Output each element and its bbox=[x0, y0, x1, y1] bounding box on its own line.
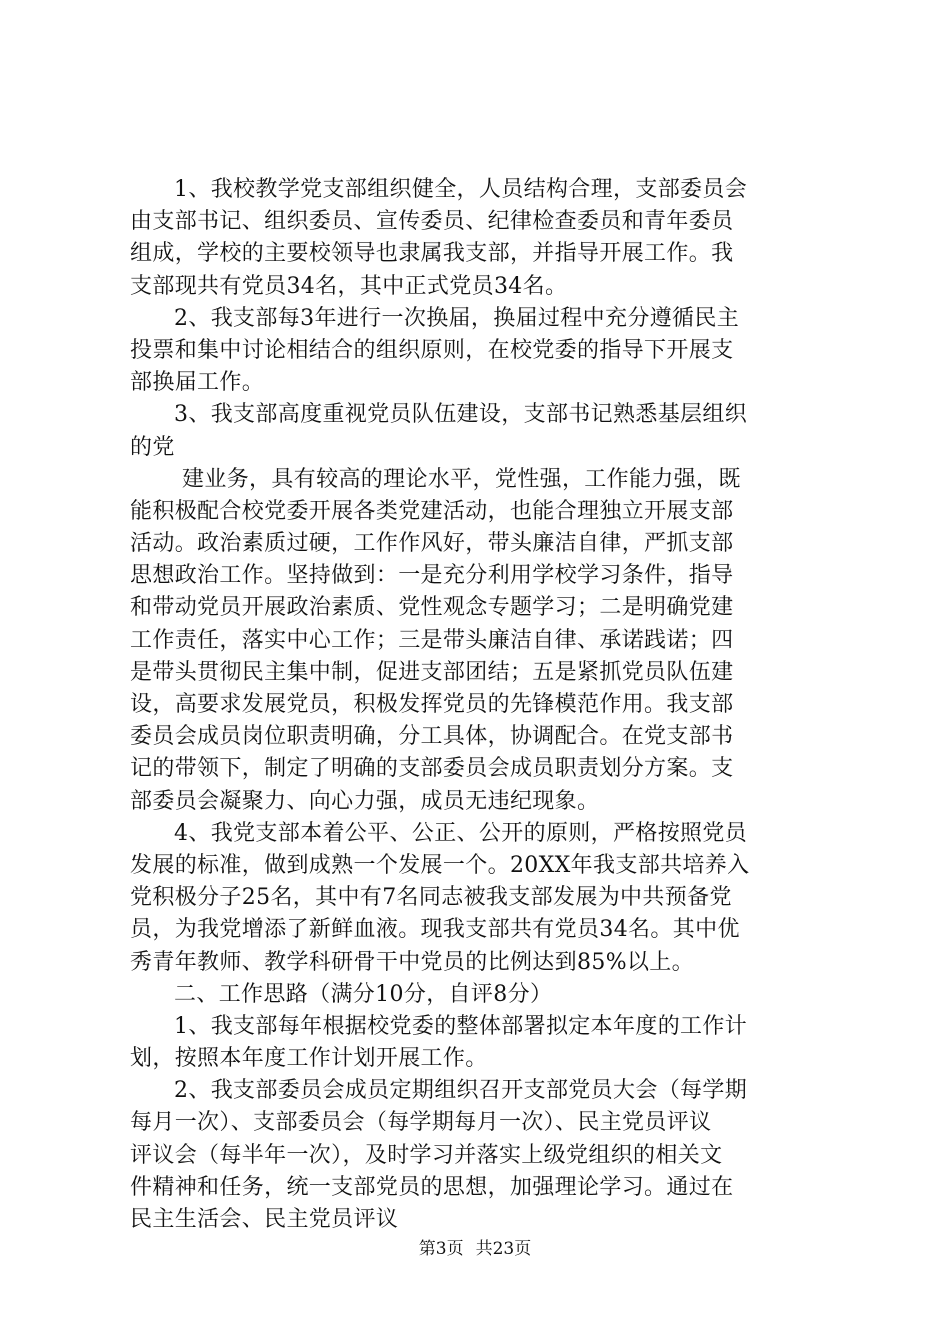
text-line: 思想政治工作。坚持做到：一是充分利用学校学习条件，指导 bbox=[130, 563, 734, 589]
text-line: 组成，学校的主要校领导也隶属我支部，并指导开展工作。我 bbox=[130, 241, 734, 267]
text-line: 发展的标准，做到成熟一个发展一个。20XX年我支部共培养入 bbox=[130, 852, 750, 878]
text-line: 由支部书记、组织委员、宣传委员、纪律检查委员和青年委员 bbox=[130, 209, 734, 235]
text-line: 件精神和任务，统一支部党员的思想，加强理论学习。通过在 bbox=[130, 1174, 734, 1200]
text-line: 评议会（每半年一次），及时学习并落实上级党组织的相关文 bbox=[130, 1142, 723, 1168]
page-total: 共23页 bbox=[475, 1239, 532, 1259]
text-line: 二、工作思路（满分10分，自评8分） bbox=[174, 981, 553, 1007]
text-line: 记的带领下，制定了明确的支部委员会成员职责划分方案。支 bbox=[130, 756, 734, 782]
text-line: 的党 bbox=[130, 434, 175, 460]
text-line: 2、我支部委员会成员定期组织召开支部党员大会（每学期 bbox=[174, 1078, 748, 1104]
text-line: 3、我支部高度重视党员队伍建设，支部书记熟悉基层组织 bbox=[174, 402, 748, 428]
text-line: 部换届工作。 bbox=[130, 370, 265, 396]
page-number: 第3页 bbox=[418, 1239, 464, 1259]
text-line: 活动。政治素质过硬，工作作风好，带头廉洁自律，严抓支部 bbox=[130, 531, 734, 557]
text-line: 党积极分子25名，其中有7名同志被我支部发展为中共预备党 bbox=[130, 885, 732, 911]
text-line: 支部现共有党员34名，其中正式党员34名。 bbox=[130, 273, 568, 299]
text-line: 部委员会凝聚力、向心力强，成员无违纪现象。 bbox=[130, 788, 600, 814]
text-line: 员，为我党增添了新鲜血液。现我支部共有党员34名。其中优 bbox=[130, 917, 740, 943]
text-line: 4、我党支部本着公平、公正、公开的原则，严格按照党员 bbox=[174, 820, 748, 846]
page-footer bbox=[0, 1238, 950, 1260]
text-line: 1、我校教学党支部组织健全，人员结构合理，支部委员会 bbox=[174, 177, 748, 202]
text-line: 民主生活会、民主党员评议 bbox=[130, 1207, 399, 1232]
text-line: 1、我支部每年根据校党委的整体部署拟定本年度的工作计 bbox=[174, 1013, 748, 1039]
text-line: 2、我支部每3年进行一次换届，换届过程中充分遵循民主 bbox=[174, 305, 740, 331]
text-line: 每月一次）、支部委员会（每学期每月一次）、民主党员评议 bbox=[130, 1110, 712, 1136]
text-line: 建业务，具有较高的理论水平，党性强，工作能力强，既 bbox=[182, 466, 741, 492]
text-line: 能积极配合校党委开展各类党建活动，也能合理独立开展支部 bbox=[130, 498, 734, 524]
text-line: 秀青年教师、教学科研骨干中党员的比例达到85%以上。 bbox=[130, 949, 694, 975]
text-line: 投票和集中讨论相结合的组织原则，在校党委的指导下开展支 bbox=[130, 337, 734, 363]
text-line: 委员会成员岗位职责明确，分工具体，协调配合。在党支部书 bbox=[130, 724, 734, 750]
text-line: 和带动党员开展政治素质、党性观念专题学习；二是明确党建 bbox=[130, 595, 734, 621]
text-line: 设，高要求发展党员，积极发挥党员的先锋模范作用。我支部 bbox=[130, 692, 734, 717]
text-line: 划，按照本年度工作计划开展工作。 bbox=[130, 1046, 488, 1072]
document-body bbox=[130, 174, 830, 1236]
text-line: 是带头贯彻民主集中制，促进支部团结；五是紧抓党员队伍建 bbox=[130, 659, 734, 685]
text-line: 工作责任，落实中心工作；三是带头廉洁自律、承诺践诺；四 bbox=[130, 627, 734, 653]
